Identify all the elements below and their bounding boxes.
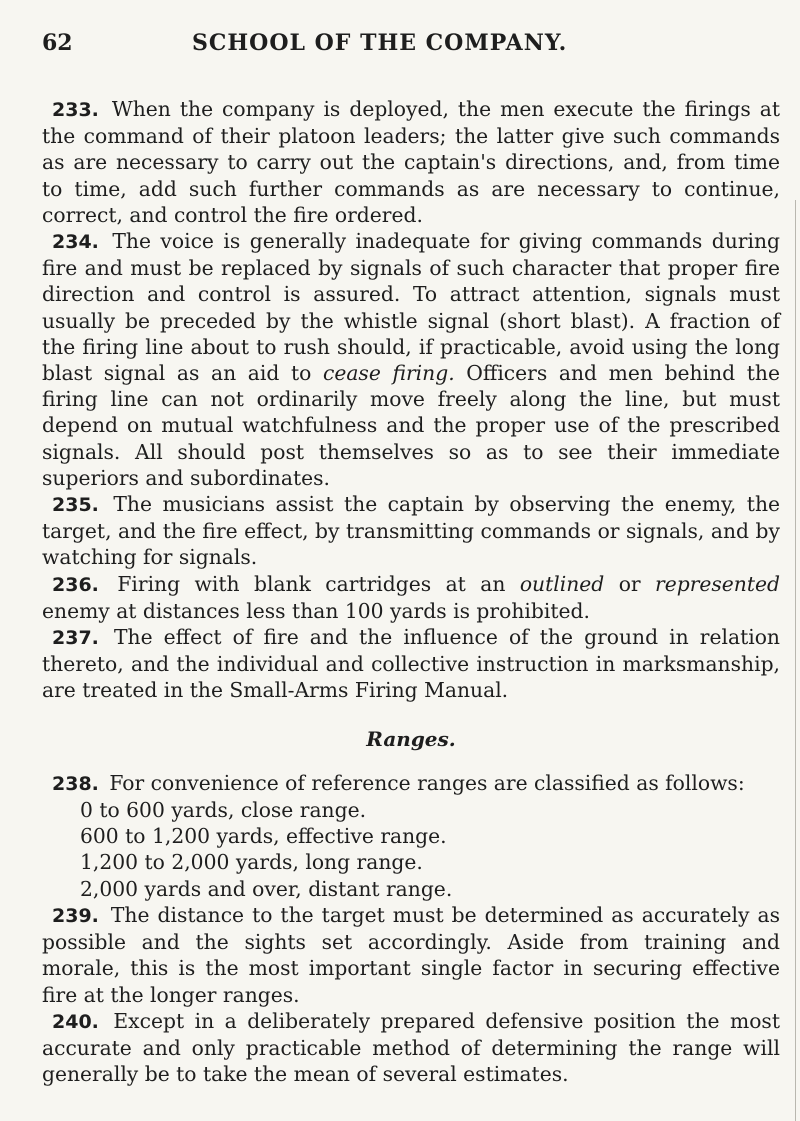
paragraph-233	[42, 96, 780, 228]
range-item: 1,200 to 2,000 yards, long range.	[80, 850, 423, 875]
range-item: 0 to 600 yards, close range.	[80, 798, 367, 823]
italic-term: cease firing.	[322, 361, 455, 386]
paragraph-number: 235.	[52, 494, 99, 517]
paragraph-238	[42, 770, 780, 797]
range-item: 600 to 1,200 yards, effective range.	[80, 824, 447, 849]
page-header	[42, 30, 780, 56]
italic-term: represented	[655, 571, 781, 596]
paragraph-240	[42, 1008, 780, 1088]
page-edge-line	[795, 200, 796, 1121]
paragraph-239	[42, 902, 780, 1008]
range-list	[42, 797, 780, 902]
paragraph-236	[42, 571, 780, 624]
paragraph-text: The musicians assist the captain by observing the enemy, the target, and the fire effect, by transmitting commands or signals, and by watching for signals.	[42, 492, 781, 570]
paragraph-number: 234.	[52, 231, 99, 254]
paragraph-237	[42, 624, 780, 704]
paragraph-text: or	[618, 571, 641, 596]
paragraph-number: 237.	[52, 627, 99, 650]
paragraph-text: Firing with blank cartridges at an	[117, 571, 506, 596]
paragraph-text: enemy at distances less than 100 yards is prohibited.	[42, 598, 590, 623]
range-item: 2,000 yards and over, distant range.	[80, 876, 453, 901]
paragraph-text: The distance to the target must be determined as accurately as possible and the sights set accordingly. Aside from training and morale, this is the most important single factor in securing effective fire at the longer ranges.	[42, 902, 780, 1007]
paragraph-235	[42, 491, 780, 571]
page-number: 62	[42, 30, 73, 56]
paragraph-text: The voice is generally inadequate for giving commands during fire and must be replaced by signals of such character that proper fire direction and control is assured. To attract attention, signals must usually be preceded by the whistle signal (short blast). A fraction of the firing line about to rush should, if practicable, avoid using the long blast signal as an aid to	[42, 229, 780, 386]
paragraph-number: 240.	[52, 1010, 99, 1033]
paragraph-number: 236.	[52, 573, 99, 596]
italic-term: outlined	[519, 571, 605, 596]
paragraph-text: The effect of fire and the influence of the ground in relation thereto, and the individual and collective instruction in marksmanship, are treated in the Small-Arms Firing Manual.	[42, 625, 780, 703]
paragraph-number: 238.	[52, 772, 99, 795]
paragraph-number: 239.	[52, 904, 99, 927]
paragraph-number: 233.	[52, 99, 99, 121]
paragraph-text: Except in a deliberately prepared defensive position the most accurate and only practicable method of determining the range will generally be to take the mean of several estimates.	[42, 1008, 780, 1087]
paragraph-text: For convenience of reference ranges are classified as follows:	[109, 770, 745, 795]
section-heading: Ranges.	[366, 726, 456, 751]
paragraph-234	[42, 228, 780, 491]
paragraph-text: Officers and men behind the firing line can not ordinarily move freely along the line, but must depend on mutual watchfulness and the proper use of the prescribed signals. All should post themselves so as to see their immediate superiors and subordinates.	[42, 361, 780, 490]
paragraph-text: When the company is deployed, the men execute the firings at the command of their platoon leaders; the latter give such commands as are necessary to carry out the captain's directions, and, from time to time, add such further commands as are necessary to continue, correct, and control the fire ordered.	[42, 97, 780, 227]
running-head: SCHOOL OF THE COMPANY.	[192, 30, 568, 56]
page-body	[42, 96, 780, 1087]
